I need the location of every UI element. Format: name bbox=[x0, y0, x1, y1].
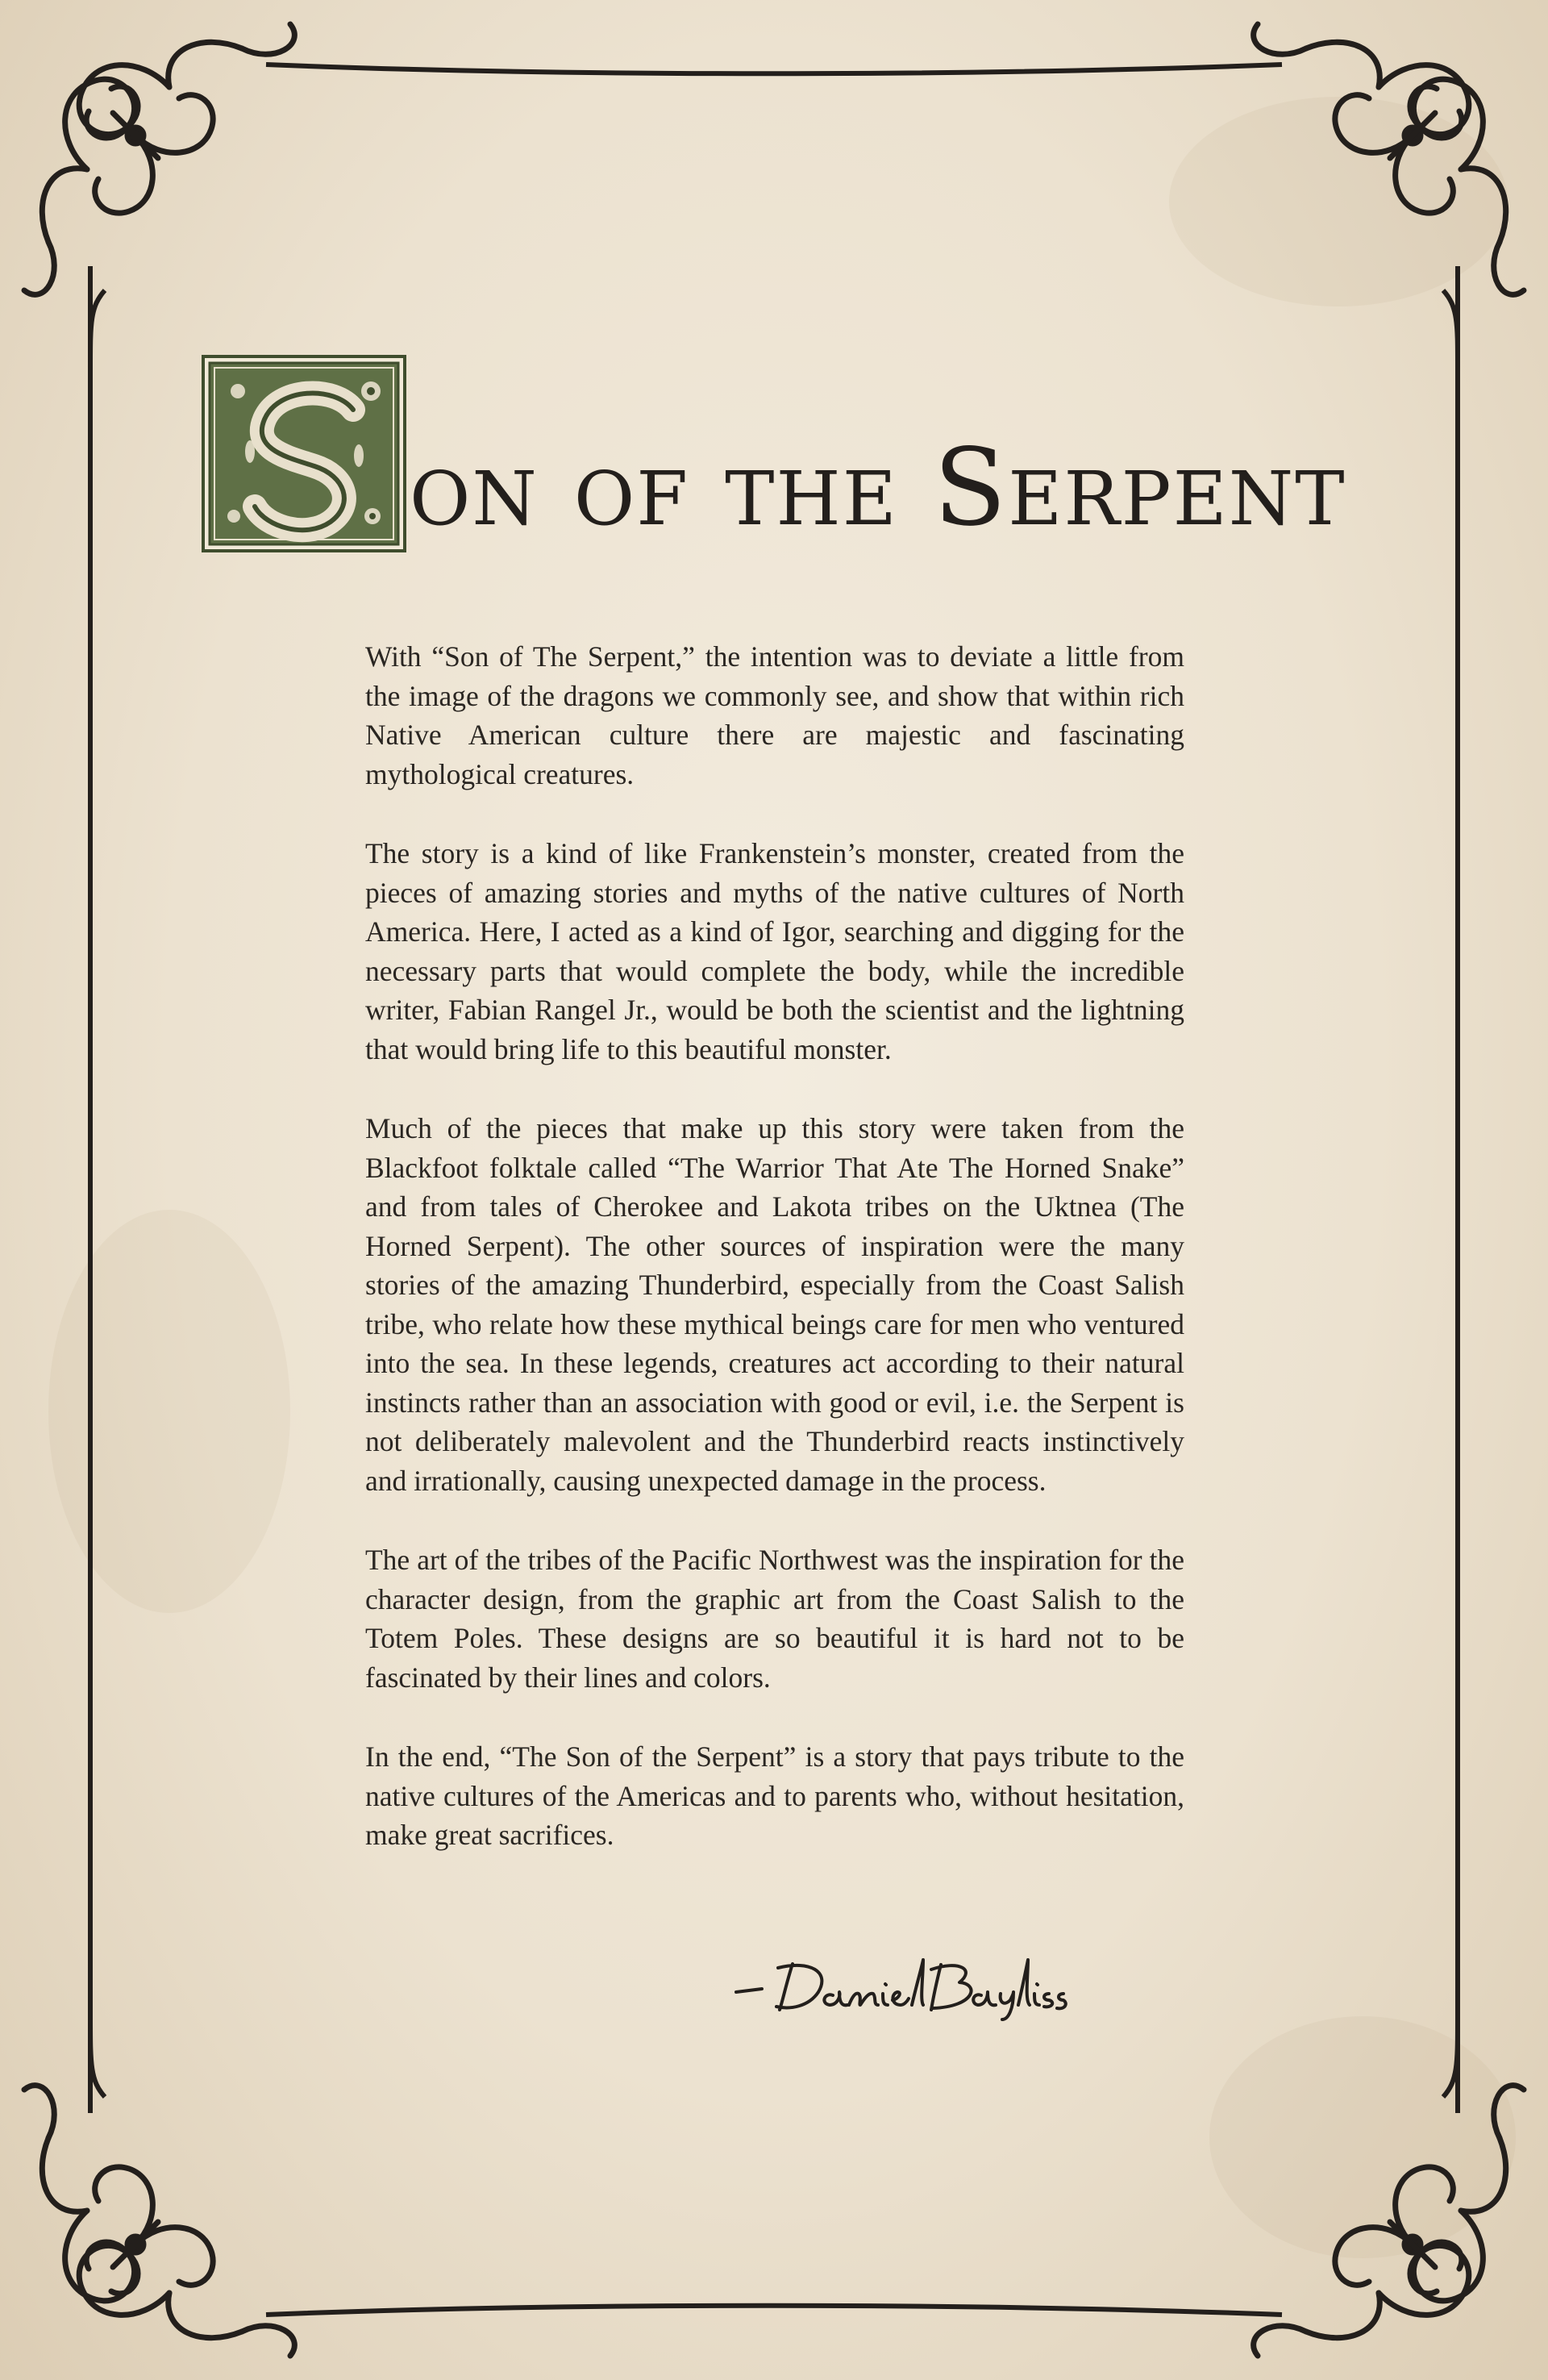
flourish-corner-icon-top-right bbox=[1254, 24, 1524, 294]
article-paragraph: With “Son of The Serpent,” the intention was to deviate a little from the image of the dragons we commonly see, and show that within rich Native American culture there are majestic and fascinating mythological creatures. bbox=[365, 640, 1184, 790]
flourish-corner-icon-bottom-left bbox=[24, 2086, 294, 2356]
article-body bbox=[365, 637, 1184, 1895]
ornate-letter-s-icon bbox=[202, 355, 406, 552]
author-signature bbox=[730, 1936, 1068, 2024]
article-paragraph: In the end, “The Son of the Serpent” is a story that pays tribute to the native cultures of the Americas and to parents who, without hesitation, make great sacrifices. bbox=[365, 1740, 1184, 1851]
page-title: on of the Serpent bbox=[410, 426, 1346, 550]
article-paragraph: The story is a kind of like Frankenstein’s monster, created from the pieces of amazing stories and myths of the native cultures of North America. Here, I acted as a kind of Igor, searching and digging for the necessary parts that would complete the body, while the incredible writer, Fabian Rangel Jr., would be both the scientist and the lightning that would bring life to this beautiful monster. bbox=[365, 837, 1184, 1065]
flourish-corner-icon-bottom-right bbox=[1254, 2086, 1524, 2356]
article-paragraph: The art of the tribes of the Pacific Northwest was the inspiration for the character design, from the graphic art from the Coast Salish to the Totem Poles. These designs are so beautiful it is hard not to be fascinated by their lines and colors. bbox=[365, 1544, 1184, 1694]
article-paragraph: Much of the pieces that make up this story were taken from the Blackfoot folktale called “The Warrior That Ate The Horned Snake” and from tales of Cherokee and Lakota tribes on the Uktnea (The Horned Serpent). The other sources of inspiration were the many stories of the amazing Thunderbird, especially from the Coast Salish tribe, who relate how these mythical beings care for men who ventured into the sea. In these legends, creatures act according to their natural instincts rather than an association with good or evil, i.e. the Serpent is not deliberately malevolent and the Thunderbird reacts instinctively and irrationally, causing unexpected damage in the process. bbox=[365, 1112, 1184, 1497]
flourish-corner-icon-top-left bbox=[24, 24, 294, 294]
